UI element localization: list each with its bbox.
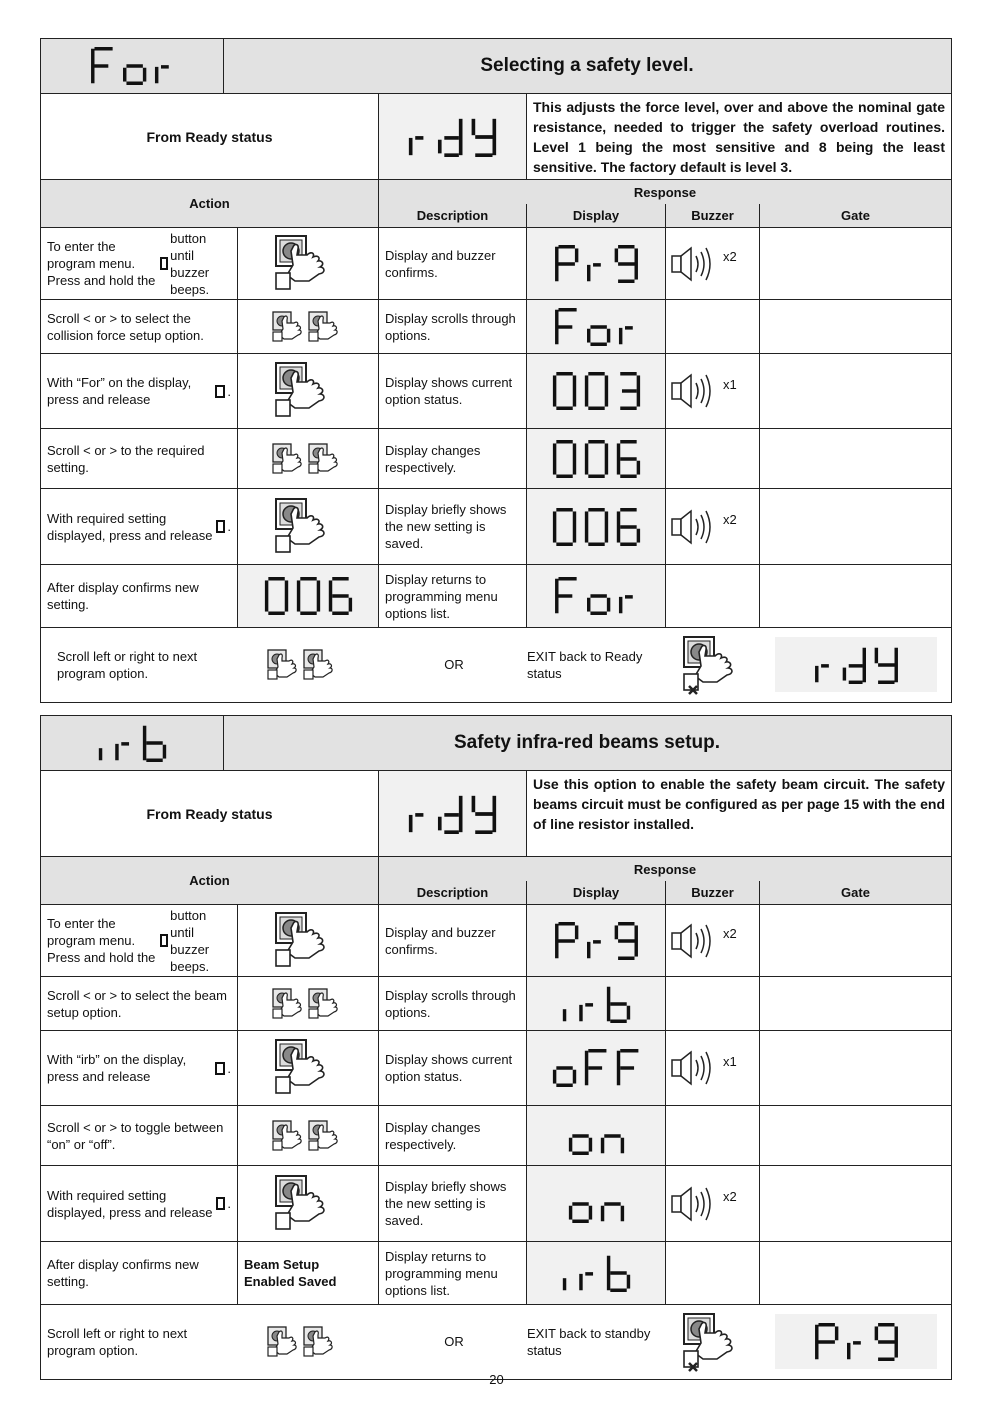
exit-icon-cell (671, 1305, 761, 1378)
action-header: Action (41, 857, 379, 904)
press-button-icon (681, 634, 751, 696)
speaker-icon (670, 371, 720, 411)
press-button-icon (273, 233, 343, 295)
buzzer-count: x1 (723, 376, 737, 392)
buzzer-count: x2 (723, 512, 737, 527)
section-code-display (41, 39, 224, 93)
action-icon-cell (238, 565, 379, 627)
buzzer-cell (666, 1242, 760, 1304)
response-lcd (551, 372, 642, 410)
press-button-icon (273, 496, 343, 558)
action-text: After display confirms new setting. (41, 1242, 238, 1304)
display-cell (527, 429, 666, 488)
description-header: Description (379, 881, 527, 904)
action-text: With “For” on the display, press and release . (41, 354, 238, 428)
description-text: Display returns to programming menu options list. (379, 1242, 527, 1304)
exit-text: EXIT back to standby status (527, 1325, 651, 1358)
table-row (41, 228, 951, 300)
action-text: Scroll < or > to select the collision force setup option. (41, 300, 238, 353)
buzzer-count: x2 (723, 926, 737, 941)
speaker-icon (670, 507, 720, 547)
from-ready-label: From Ready status (41, 94, 379, 179)
or-label: OR (444, 1334, 464, 1349)
action-lcd (263, 577, 354, 615)
action-icon-cell (238, 977, 379, 1030)
table-row (41, 1106, 951, 1166)
press-button-icon (273, 910, 343, 972)
action-text: Scroll < or > to select the beam setup option. (41, 977, 238, 1030)
display-cell (527, 905, 666, 976)
action-icon-cell (238, 489, 379, 564)
description-text: Display shows current option status. (379, 354, 527, 428)
ready-display (379, 771, 527, 856)
press-button-icon (681, 1311, 751, 1373)
intro-row (41, 771, 951, 857)
table-row (41, 1242, 951, 1305)
square-button-icon (215, 1062, 225, 1075)
gate-cell (760, 905, 951, 976)
response-lcd (551, 508, 642, 546)
gate-cell (760, 489, 951, 564)
description-text: Display changes respectively. (379, 1106, 527, 1165)
intro-text: Use this option to enable the safety beam circuit. The safety beams circuit must be configured as per page 15 with the end of line resistor installed. (533, 776, 945, 832)
square-button-icon (216, 520, 225, 533)
display-cell (527, 1242, 666, 1304)
buzzer-cell (666, 977, 760, 1030)
gate-header: Gate (760, 881, 951, 904)
display-cell (527, 565, 666, 627)
scroll-buttons-icon (270, 987, 346, 1021)
table-row (41, 489, 951, 565)
description-text: Display returns to programming menu options list. (379, 565, 527, 627)
action-text: With required setting displayed, press and release . (41, 489, 238, 564)
description-text: Display briefly shows the new setting is saved. (379, 1166, 527, 1241)
action-icon-cell (238, 1031, 379, 1105)
action-icon-cell (238, 300, 379, 353)
response-lcd (551, 440, 642, 478)
scroll-buttons-icon (270, 310, 346, 344)
section-code-lcd (89, 47, 176, 85)
response-lcd (551, 1049, 642, 1087)
gate-header: Gate (760, 204, 951, 227)
action-text: To enter the program menu. Press and hold the button until buzzer beeps. (41, 905, 238, 976)
speaker-icon (670, 244, 720, 284)
table-row (41, 1031, 951, 1106)
action-icon-cell (238, 228, 379, 299)
description-text: Display shows current option status. (379, 1031, 527, 1105)
safety-level-section (40, 38, 952, 703)
section-code-display (41, 716, 224, 770)
or-label: OR (444, 657, 464, 672)
buzzer-cell (666, 489, 760, 564)
section-header (41, 39, 951, 94)
description-text: Display and buzzer confirms. (379, 228, 527, 299)
ready-display (379, 94, 527, 179)
description-header: Description (379, 204, 527, 227)
display-cell (527, 1166, 666, 1241)
table-row (41, 977, 951, 1031)
gate-cell (760, 1031, 951, 1105)
action-header: Action (41, 180, 379, 227)
buzzer-cell (666, 300, 760, 353)
gate-cell (760, 429, 951, 488)
speaker-icon (670, 1048, 720, 1088)
action-icon-cell (238, 1242, 379, 1304)
table-row (41, 300, 951, 354)
display-cell (527, 300, 666, 353)
press-button-icon (273, 360, 343, 422)
ready-lcd (407, 117, 498, 157)
description-text: Display scrolls through options. (379, 977, 527, 1030)
section-title: Safety infra-red beams setup. (453, 732, 721, 753)
exit-lcd (813, 646, 900, 684)
footer-row (41, 1305, 951, 1378)
next-option-text: Scroll left or right to next program option. (47, 1325, 188, 1358)
buzzer-count: x2 (723, 1189, 737, 1204)
description-text: Display changes respectively. (379, 429, 527, 488)
action-icon-cell (238, 1106, 379, 1165)
ready-lcd (407, 794, 498, 834)
gate-cell (760, 354, 951, 428)
action-icon-cell (238, 429, 379, 488)
response-lcd (553, 308, 640, 346)
display-cell (527, 1031, 666, 1105)
section-header (41, 716, 951, 771)
buzzer-count: x1 (723, 1053, 737, 1069)
response-header: Response (379, 180, 951, 205)
action-text: With “irb” on the display, press and release . (41, 1031, 238, 1105)
description-text: Display and buzzer confirms. (379, 905, 527, 976)
square-button-icon (160, 934, 168, 947)
speaker-icon (670, 921, 720, 961)
scroll-buttons-icon (270, 442, 346, 476)
response-lcd (553, 245, 640, 283)
buzzer-count: x2 (723, 249, 737, 264)
display-cell (527, 354, 666, 428)
table-row (41, 429, 951, 489)
square-button-icon (215, 385, 225, 398)
scroll-buttons-icon (270, 1119, 346, 1153)
table-header (41, 180, 951, 228)
gate-cell (760, 300, 951, 353)
from-ready-label: From Ready status (41, 771, 379, 856)
intro-text: This adjusts the force level, over and above the nominal gate resistance, needed to trigger the safety overload routines. Level 1 being the most sensitive and 8 being the least sensitive. The factory default is level 3. (533, 99, 945, 175)
response-lcd (567, 1185, 626, 1223)
action-text: Scroll < or > to toggle between “on” or “off”. (41, 1106, 238, 1165)
display-header: Display (527, 881, 666, 904)
response-lcd (553, 577, 640, 615)
response-lcd (553, 922, 640, 960)
response-lcd (561, 985, 632, 1023)
action-text: After display confirms new setting. (41, 565, 238, 627)
display-cell (527, 977, 666, 1030)
gate-cell (760, 1242, 951, 1304)
buzzer-header: Buzzer (666, 881, 760, 904)
gate-cell (760, 565, 951, 627)
press-button-icon (273, 1037, 343, 1099)
footer-row (41, 628, 951, 701)
table-header (41, 857, 951, 905)
display-cell (527, 228, 666, 299)
action-icon-cell (238, 905, 379, 976)
buzzer-header: Buzzer (666, 204, 760, 227)
response-header: Response (379, 857, 951, 882)
action-text: With required setting displayed, press and release . (41, 1166, 238, 1241)
speaker-icon (670, 1184, 720, 1224)
table-row (41, 354, 951, 429)
action-text: Scroll < or > to the required setting. (41, 429, 238, 488)
square-button-icon (160, 257, 168, 270)
buzzer-cell (666, 228, 760, 299)
exit-lcd (813, 1323, 900, 1361)
ir-beams-section (40, 715, 952, 1380)
gate-cell (760, 1166, 951, 1241)
scroll-icon-cell (263, 1305, 343, 1378)
buzzer-cell (666, 1166, 760, 1241)
action-note: Beam Setup Enabled Saved (244, 1257, 337, 1289)
exit-display (775, 637, 937, 692)
scroll-buttons-icon (265, 1325, 341, 1359)
intro-row (41, 94, 951, 180)
table-row (41, 565, 951, 628)
action-icon-cell (238, 1166, 379, 1241)
display-cell (527, 489, 666, 564)
gate-cell (760, 1106, 951, 1165)
gate-cell (760, 228, 951, 299)
exit-icon-cell (671, 628, 761, 701)
buzzer-cell (666, 565, 760, 627)
press-button-icon (273, 1173, 343, 1235)
buzzer-cell (666, 429, 760, 488)
action-icon-cell (238, 354, 379, 428)
buzzer-cell (666, 905, 760, 976)
display-header: Display (527, 204, 666, 227)
table-row (41, 905, 951, 977)
action-text: To enter the program menu. Press and hold the button until buzzer beeps. (41, 228, 238, 299)
table-row (41, 1166, 951, 1242)
response-lcd (567, 1117, 626, 1155)
section-title: Selecting a safety level. (480, 55, 694, 76)
scroll-buttons-icon (265, 648, 341, 682)
scroll-icon-cell (263, 628, 343, 701)
exit-display (775, 1314, 937, 1369)
buzzer-cell (666, 1106, 760, 1165)
buzzer-cell (666, 1031, 760, 1105)
page-number: 20 (489, 1372, 504, 1387)
buzzer-cell (666, 354, 760, 428)
description-text: Display briefly shows the new setting is saved. (379, 489, 527, 564)
display-cell (527, 1106, 666, 1165)
description-text: Display scrolls through options. (379, 300, 527, 353)
next-option-text: Scroll left or right to next program option. (57, 648, 198, 681)
square-button-icon (216, 1197, 225, 1210)
section-code-lcd (97, 724, 168, 762)
response-lcd (561, 1254, 632, 1292)
exit-text: EXIT back to Ready status (527, 648, 643, 681)
gate-cell (760, 977, 951, 1030)
